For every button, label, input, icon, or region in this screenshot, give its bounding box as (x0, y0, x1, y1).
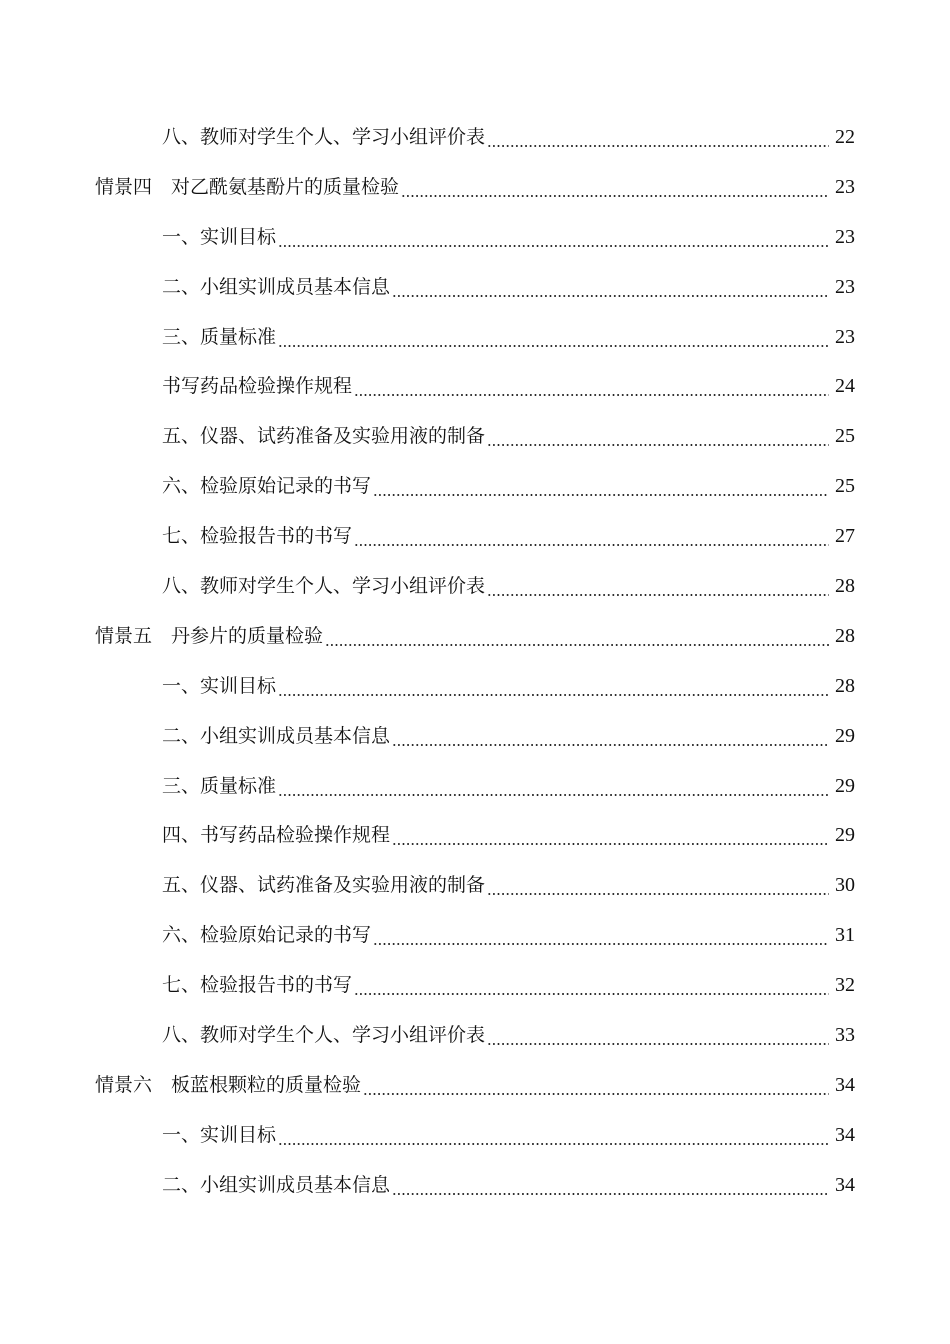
toc-entry-title: 七、检验报告书的书写 (162, 974, 353, 997)
toc-page-number: 25 (835, 425, 855, 448)
toc-page-number: 29 (835, 724, 855, 747)
toc-entry[interactable] (0, 112, 950, 162)
toc-entry-title: 七、检验报告书的书写 (162, 525, 353, 548)
toc-entry-title: 一、实训目标 (162, 225, 277, 248)
toc-entry-title: 二、小组实训成员基本信息 (162, 724, 391, 747)
toc-page-number: 28 (835, 674, 855, 697)
toc-page-number: 29 (835, 824, 855, 847)
toc-entry[interactable] (0, 212, 950, 262)
toc-entry-title: 书写药品检验操作规程 (162, 375, 353, 398)
toc-page-number: 31 (835, 924, 855, 947)
toc-entry-title: 八、教师对学生个人、学习小组评价表 (162, 1023, 486, 1046)
toc-entry-title: 二、小组实训成员基本信息 (162, 1173, 391, 1196)
toc-dot-leader (278, 774, 829, 798)
toc-dot-leader (487, 424, 829, 448)
toc-entry-title: 情景六 板蓝根颗粒的质量检验 (95, 1073, 362, 1096)
toc-page-number: 29 (835, 774, 855, 797)
toc-entry[interactable] (0, 1160, 950, 1210)
toc-page-number: 27 (835, 525, 855, 548)
toc-page-number: 33 (835, 1023, 855, 1046)
toc-entry-title: 三、质量标准 (162, 774, 277, 797)
toc-page-number: 25 (835, 475, 855, 498)
toc-dot-leader (373, 923, 829, 947)
toc-dot-leader (278, 225, 829, 249)
toc-entry-title: 情景五 丹参片的质量检验 (95, 624, 324, 647)
toc-entry-title: 六、检验原始记录的书写 (162, 475, 372, 498)
toc-page-number: 28 (835, 624, 855, 647)
toc-entry-title: 八、教师对学生个人、学习小组评价表 (162, 574, 486, 597)
toc-entry[interactable] (0, 761, 950, 811)
toc-dot-leader (392, 724, 829, 748)
toc-entry[interactable] (0, 960, 950, 1010)
toc-dot-leader (392, 275, 829, 299)
toc-dot-leader (401, 175, 829, 199)
toc-chapter-entry[interactable] (0, 611, 950, 661)
toc-page-number: 30 (835, 874, 855, 897)
toc-dot-leader (354, 973, 829, 997)
toc-dot-leader (487, 574, 829, 598)
toc-dot-leader (278, 325, 829, 349)
table-of-contents (0, 112, 950, 1210)
toc-entry[interactable] (0, 411, 950, 461)
toc-entry[interactable] (0, 711, 950, 761)
toc-entry-title: 一、实训目标 (162, 674, 277, 697)
toc-entry-title: 三、质量标准 (162, 325, 277, 348)
toc-page-number: 23 (835, 325, 855, 348)
toc-entry-title: 五、仪器、试药准备及实验用液的制备 (162, 425, 486, 448)
toc-entry[interactable] (0, 910, 950, 960)
toc-entry[interactable] (0, 1010, 950, 1060)
toc-dot-leader (487, 125, 829, 149)
toc-page-number: 22 (835, 125, 855, 148)
toc-entry[interactable] (0, 361, 950, 411)
toc-entry[interactable] (0, 661, 950, 711)
toc-entry[interactable] (0, 860, 950, 910)
toc-entry[interactable] (0, 461, 950, 511)
toc-entry-title: 一、实训目标 (162, 1123, 277, 1146)
toc-dot-leader (363, 1073, 829, 1097)
toc-page-number: 32 (835, 974, 855, 997)
toc-page-number: 28 (835, 574, 855, 597)
toc-entry-title: 情景四 对乙酰氨基酚片的质量检验 (95, 175, 400, 198)
toc-entry[interactable] (0, 262, 950, 312)
toc-entry[interactable] (0, 810, 950, 860)
toc-page-number: 24 (835, 375, 855, 398)
toc-dot-leader (392, 1173, 829, 1197)
toc-dot-leader (278, 674, 829, 698)
toc-entry[interactable] (0, 561, 950, 611)
toc-page-number: 34 (835, 1073, 855, 1096)
toc-page-number: 34 (835, 1173, 855, 1196)
toc-entry[interactable] (0, 1110, 950, 1160)
toc-entry-title: 二、小组实训成员基本信息 (162, 275, 391, 298)
toc-entry[interactable] (0, 511, 950, 561)
toc-chapter-entry[interactable] (0, 162, 950, 212)
toc-entry-title: 八、教师对学生个人、学习小组评价表 (162, 125, 486, 148)
toc-dot-leader (354, 374, 829, 398)
toc-entry-title: 四、书写药品检验操作规程 (162, 824, 391, 847)
toc-dot-leader (487, 1023, 829, 1047)
toc-dot-leader (325, 624, 829, 648)
toc-dot-leader (373, 474, 829, 498)
toc-dot-leader (354, 524, 829, 548)
toc-entry-title: 五、仪器、试药准备及实验用液的制备 (162, 874, 486, 897)
toc-page-number: 23 (835, 275, 855, 298)
toc-dot-leader (392, 823, 829, 847)
toc-chapter-entry[interactable] (0, 1060, 950, 1110)
toc-entry[interactable] (0, 312, 950, 362)
toc-page-number: 23 (835, 175, 855, 198)
toc-entry-title: 六、检验原始记录的书写 (162, 924, 372, 947)
toc-dot-leader (278, 1123, 829, 1147)
toc-dot-leader (487, 873, 829, 897)
toc-page-number: 34 (835, 1123, 855, 1146)
toc-page-number: 23 (835, 225, 855, 248)
